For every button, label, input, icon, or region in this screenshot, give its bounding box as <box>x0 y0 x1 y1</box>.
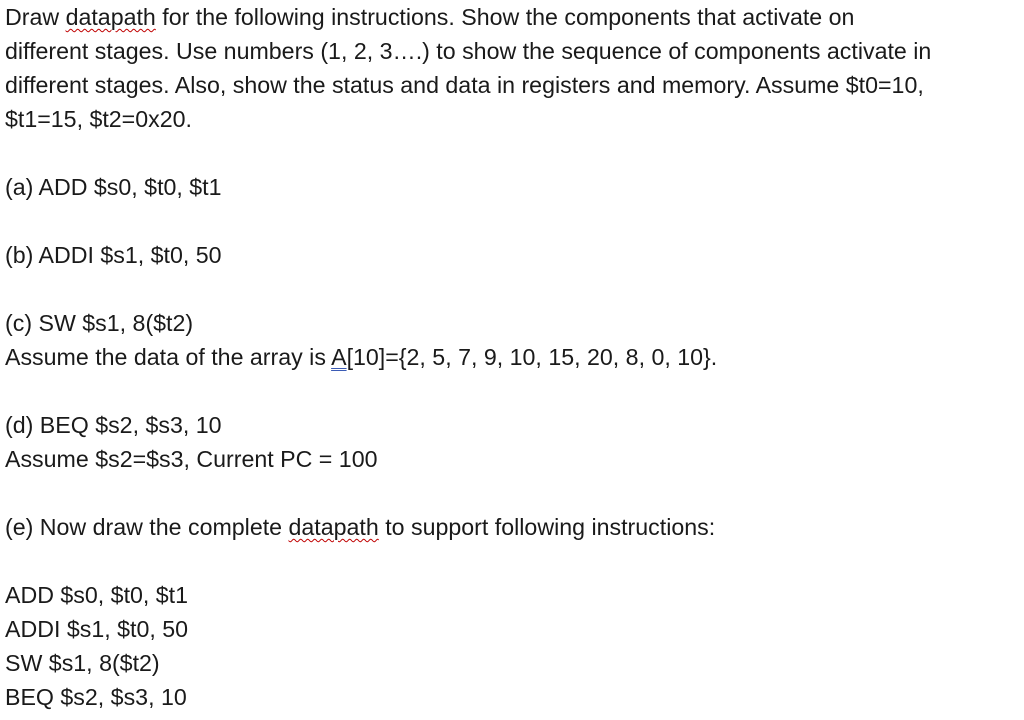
intro-line-3: different stages. Also, show the status and data in registers and memory. Assume $t0=10, <box>5 72 924 98</box>
blank-line <box>5 136 1021 170</box>
document-page <box>5 0 1021 714</box>
instruction-item: SW $s1, 8($t2) <box>5 650 160 676</box>
blank-line <box>5 476 1021 510</box>
intro-line-4: $t1=15, $t2=0x20. <box>5 106 192 132</box>
intro-line-2: different stages. Use numbers (1, 2, 3….) to show the sequence of components activate in <box>5 38 932 64</box>
part-c-label: (c) SW $s1, 8($t2) <box>5 310 194 336</box>
intro-paragraph <box>5 0 1021 136</box>
instruction-list <box>5 578 1021 714</box>
part-a-label: (a) ADD $s0, $t0, $t1 <box>5 174 222 200</box>
blank-line <box>5 374 1021 408</box>
part-c-assumption: Assume the data of the array is A[10]={2, 5, 7, 9, 10, 15, 20, 8, 0, 10}. <box>5 344 718 370</box>
part-d-label: (d) BEQ $s2, $s3, 10 <box>5 412 222 438</box>
spellcheck-word: datapath <box>65 4 156 30</box>
intro-line-1: Draw datapath for the following instructions. Show the components that activate on <box>5 4 855 30</box>
part-b-label: (b) ADDI $s1, $t0, 50 <box>5 242 222 268</box>
grammar-mark: A <box>331 344 347 370</box>
instruction-item: ADDI $s1, $t0, 50 <box>5 616 189 642</box>
blank-line <box>5 204 1021 238</box>
blank-line <box>5 272 1021 306</box>
blank-line <box>5 544 1021 578</box>
spellcheck-word: datapath <box>288 514 379 540</box>
instruction-item: BEQ $s2, $s3, 10 <box>5 684 187 710</box>
instruction-item: ADD $s0, $t0, $t1 <box>5 582 189 608</box>
part-d-assumption: Assume $s2=$s3, Current PC = 100 <box>5 446 378 472</box>
part-e-label: (e) Now draw the complete datapath to support following instructions: <box>5 514 716 540</box>
